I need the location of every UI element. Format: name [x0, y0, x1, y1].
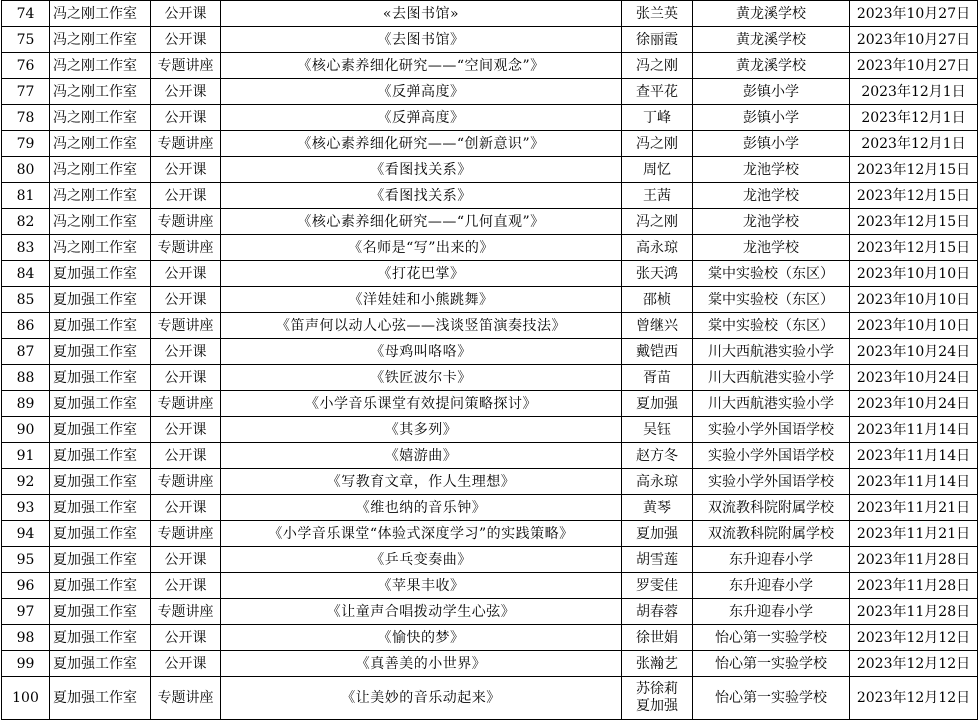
activity-type-cell: 公开课 [151, 183, 221, 209]
presenter-cell: 丁峰 [622, 105, 693, 131]
activity-title-cell: 《写教育文章，作人生理想》 [221, 469, 622, 495]
school-cell: 棠中实验校（东区） [693, 261, 850, 287]
activity-type-cell: 公开课 [151, 261, 221, 287]
activity-type-cell: 公开课 [151, 651, 221, 677]
activity-type-cell: 专题讲座 [151, 391, 221, 417]
school-cell: 东升迎春小学 [693, 573, 850, 599]
activity-title-cell: 《洋娃娃和小熊跳舞》 [221, 287, 622, 313]
row-number: 98 [2, 625, 50, 651]
activity-title-cell: 《母鸡叫咯咯》 [221, 339, 622, 365]
presenter-cell: 周忆 [622, 157, 693, 183]
activity-title-cell: 《苹果丰收》 [221, 573, 622, 599]
row-number: 97 [2, 599, 50, 625]
activity-type-cell: 公开课 [151, 339, 221, 365]
activity-title-cell: 《看图找关系》 [221, 157, 622, 183]
activity-type-cell: 公开课 [151, 1, 221, 27]
presenter-cell: 徐丽霞 [622, 27, 693, 53]
activity-type-cell: 专题讲座 [151, 469, 221, 495]
school-cell: 龙池学校 [693, 235, 850, 261]
presenter-cell: 查平花 [622, 79, 693, 105]
row-number: 89 [2, 391, 50, 417]
table-row [2, 677, 978, 720]
date-cell: 2023年10月10日 [850, 313, 978, 339]
table-row [2, 391, 978, 417]
school-cell: 黄龙溪学校 [693, 27, 850, 53]
date-cell: 2023年10月10日 [850, 287, 978, 313]
table-row [2, 53, 978, 79]
date-cell: 2023年11月28日 [850, 573, 978, 599]
studio-cell: 冯之刚工作室 [50, 1, 151, 27]
studio-cell: 夏加强工作室 [50, 521, 151, 547]
activity-title-cell: 《铁匠波尔卡》 [221, 365, 622, 391]
presenter-cell: 冯之刚 [622, 53, 693, 79]
table-row [2, 469, 978, 495]
date-cell: 2023年12月15日 [850, 235, 978, 261]
activity-title-cell: 《让美妙的音乐动起来》 [221, 677, 622, 720]
row-number: 87 [2, 339, 50, 365]
presenter-cell: 黄琴 [622, 495, 693, 521]
studio-cell: 冯之刚工作室 [50, 157, 151, 183]
school-cell: 实验小学外国语学校 [693, 443, 850, 469]
activity-title-cell: 《维也纳的音乐钟》 [221, 495, 622, 521]
activity-table [1, 0, 978, 720]
studio-cell: 夏加强工作室 [50, 261, 151, 287]
date-cell: 2023年12月12日 [850, 625, 978, 651]
studio-cell: 夏加强工作室 [50, 599, 151, 625]
activity-type-cell: 专题讲座 [151, 53, 221, 79]
table-row [2, 313, 978, 339]
table-row [2, 261, 978, 287]
activity-title-cell: 《核心素养细化研究——“创新意识”》 [221, 131, 622, 157]
school-cell: 双流教科院附属学校 [693, 495, 850, 521]
presenter-cell: 张天鸿 [622, 261, 693, 287]
activity-type-cell: 公开课 [151, 157, 221, 183]
row-number: 76 [2, 53, 50, 79]
activity-title-cell: 《愉快的梦》 [221, 625, 622, 651]
school-cell: 黄龙溪学校 [693, 53, 850, 79]
date-cell: 2023年10月24日 [850, 365, 978, 391]
date-cell: 2023年12月15日 [850, 183, 978, 209]
date-cell: 2023年11月21日 [850, 521, 978, 547]
presenter-cell: 徐世娟 [622, 625, 693, 651]
date-cell: 2023年12月1日 [850, 105, 978, 131]
table-row [2, 287, 978, 313]
row-number: 93 [2, 495, 50, 521]
activity-title-cell: «去图书馆» [221, 1, 622, 27]
school-cell: 棠中实验校（东区） [693, 287, 850, 313]
studio-cell: 冯之刚工作室 [50, 105, 151, 131]
row-number: 82 [2, 209, 50, 235]
date-cell: 2023年11月14日 [850, 417, 978, 443]
activity-type-cell: 专题讲座 [151, 235, 221, 261]
row-number: 95 [2, 547, 50, 573]
activity-type-cell: 公开课 [151, 625, 221, 651]
activity-title-cell: 《让童声合唱拨动学生心弦》 [221, 599, 622, 625]
date-cell: 2023年12月1日 [850, 79, 978, 105]
activity-type-cell: 专题讲座 [151, 677, 221, 720]
date-cell: 2023年11月28日 [850, 547, 978, 573]
studio-cell: 夏加强工作室 [50, 287, 151, 313]
row-number: 99 [2, 651, 50, 677]
table-row [2, 339, 978, 365]
activity-title-cell: 《核心素养细化研究——“空间观念”》 [221, 53, 622, 79]
row-number: 94 [2, 521, 50, 547]
presenter-cell: 曾继兴 [622, 313, 693, 339]
presenter-cell: 张兰英 [622, 1, 693, 27]
table-row [2, 573, 978, 599]
presenter-cell: 胡春蓉 [622, 599, 693, 625]
presenter-cell: 高永琼 [622, 469, 693, 495]
activity-title-cell: 《核心素养细化研究——“几何直观”》 [221, 209, 622, 235]
school-cell: 川大西航港实验小学 [693, 365, 850, 391]
presenter-cell: 夏加强 [622, 391, 693, 417]
activity-type-cell: 公开课 [151, 79, 221, 105]
row-number: 96 [2, 573, 50, 599]
row-number: 100 [2, 677, 50, 720]
table-row [2, 131, 978, 157]
presenter-cell: 冯之刚 [622, 209, 693, 235]
presenter-cell: 胡雪莲 [622, 547, 693, 573]
table-row [2, 495, 978, 521]
presenter-cell: 邵桢 [622, 287, 693, 313]
table-row [2, 547, 978, 573]
school-cell: 东升迎春小学 [693, 547, 850, 573]
studio-cell: 夏加强工作室 [50, 573, 151, 599]
school-cell: 双流教科院附属学校 [693, 521, 850, 547]
row-number: 77 [2, 79, 50, 105]
date-cell: 2023年12月12日 [850, 651, 978, 677]
activity-type-cell: 公开课 [151, 365, 221, 391]
studio-cell: 冯之刚工作室 [50, 183, 151, 209]
date-cell: 2023年11月14日 [850, 469, 978, 495]
presenter-cell: 高永琼 [622, 235, 693, 261]
school-cell: 怡心第一实验学校 [693, 651, 850, 677]
presenter-cell: 王茜 [622, 183, 693, 209]
table-row [2, 521, 978, 547]
presenter-cell: 胥苗 [622, 365, 693, 391]
row-number: 80 [2, 157, 50, 183]
presenter-cell: 冯之刚 [622, 131, 693, 157]
table-body [2, 1, 978, 720]
date-cell: 2023年10月10日 [850, 261, 978, 287]
activity-type-cell: 公开课 [151, 443, 221, 469]
date-cell: 2023年10月27日 [850, 1, 978, 27]
activity-type-cell: 公开课 [151, 105, 221, 131]
date-cell: 2023年12月15日 [850, 209, 978, 235]
row-number: 90 [2, 417, 50, 443]
date-cell: 2023年12月1日 [850, 131, 978, 157]
studio-cell: 冯之刚工作室 [50, 79, 151, 105]
activity-title-cell: 《看图找关系》 [221, 183, 622, 209]
date-cell: 2023年11月21日 [850, 495, 978, 521]
table-row [2, 105, 978, 131]
activity-title-cell: 《反弹高度》 [221, 105, 622, 131]
row-number: 91 [2, 443, 50, 469]
activity-title-cell: 《反弹高度》 [221, 79, 622, 105]
activity-title-cell: 《去图书馆》 [221, 27, 622, 53]
studio-cell: 冯之刚工作室 [50, 53, 151, 79]
school-cell: 怡心第一实验学校 [693, 677, 850, 720]
studio-cell: 夏加强工作室 [50, 365, 151, 391]
school-cell: 黄龙溪学校 [693, 1, 850, 27]
table-row [2, 417, 978, 443]
school-cell: 川大西航港实验小学 [693, 339, 850, 365]
studio-cell: 夏加强工作室 [50, 547, 151, 573]
presenter-cell: 张瀚艺 [622, 651, 693, 677]
row-number: 88 [2, 365, 50, 391]
table-row [2, 235, 978, 261]
row-number: 85 [2, 287, 50, 313]
date-cell: 2023年10月24日 [850, 391, 978, 417]
studio-cell: 冯之刚工作室 [50, 209, 151, 235]
row-number: 81 [2, 183, 50, 209]
date-cell: 2023年12月15日 [850, 157, 978, 183]
activity-title-cell: 《打花巴掌》 [221, 261, 622, 287]
presenter-cell: 吴钰 [622, 417, 693, 443]
date-cell: 2023年10月27日 [850, 53, 978, 79]
table-row [2, 79, 978, 105]
table-row [2, 157, 978, 183]
school-cell: 实验小学外国语学校 [693, 417, 850, 443]
studio-cell: 夏加强工作室 [50, 443, 151, 469]
school-cell: 实验小学外国语学校 [693, 469, 850, 495]
date-cell: 2023年10月24日 [850, 339, 978, 365]
presenter-cell: 罗雯佳 [622, 573, 693, 599]
school-cell: 东升迎春小学 [693, 599, 850, 625]
activity-type-cell: 公开课 [151, 547, 221, 573]
date-cell: 2023年11月28日 [850, 599, 978, 625]
school-cell: 龙池学校 [693, 183, 850, 209]
date-cell: 2023年10月27日 [850, 27, 978, 53]
studio-cell: 冯之刚工作室 [50, 27, 151, 53]
table-row [2, 443, 978, 469]
studio-cell: 夏加强工作室 [50, 469, 151, 495]
school-cell: 彭镇小学 [693, 105, 850, 131]
studio-cell: 冯之刚工作室 [50, 131, 151, 157]
activity-type-cell: 专题讲座 [151, 131, 221, 157]
row-number: 92 [2, 469, 50, 495]
activity-type-cell: 专题讲座 [151, 599, 221, 625]
table-row [2, 27, 978, 53]
row-number: 84 [2, 261, 50, 287]
studio-cell: 夏加强工作室 [50, 677, 151, 720]
presenter-line: 夏加强 [636, 698, 678, 714]
presenter-cell: 赵方冬 [622, 443, 693, 469]
table-row [2, 183, 978, 209]
school-cell: 怡心第一实验学校 [693, 625, 850, 651]
table-row [2, 365, 978, 391]
presenter-cell: 夏加强 [622, 521, 693, 547]
school-cell: 彭镇小学 [693, 79, 850, 105]
school-cell: 川大西航港实验小学 [693, 391, 850, 417]
table-row [2, 625, 978, 651]
activity-type-cell: 公开课 [151, 287, 221, 313]
date-cell: 2023年11月14日 [850, 443, 978, 469]
row-number: 86 [2, 313, 50, 339]
table-row [2, 599, 978, 625]
activity-type-cell: 公开课 [151, 417, 221, 443]
activity-title-cell: 《名师是“写”出来的》 [221, 235, 622, 261]
studio-cell: 夏加强工作室 [50, 417, 151, 443]
activity-type-cell: 公开课 [151, 573, 221, 599]
school-cell: 棠中实验校（东区） [693, 313, 850, 339]
studio-cell: 夏加强工作室 [50, 339, 151, 365]
row-number: 75 [2, 27, 50, 53]
studio-cell: 夏加强工作室 [50, 313, 151, 339]
school-cell: 彭镇小学 [693, 131, 850, 157]
table-row [2, 651, 978, 677]
studio-cell: 夏加强工作室 [50, 391, 151, 417]
school-cell: 龙池学校 [693, 157, 850, 183]
row-number: 83 [2, 235, 50, 261]
studio-cell: 夏加强工作室 [50, 651, 151, 677]
activity-title-cell: 《小学音乐课堂有效提问策略探讨》 [221, 391, 622, 417]
activity-title-cell: 《其多列》 [221, 417, 622, 443]
row-number: 74 [2, 1, 50, 27]
presenter-cell: 戴铠西 [622, 339, 693, 365]
studio-cell: 夏加强工作室 [50, 495, 151, 521]
school-cell: 龙池学校 [693, 209, 850, 235]
presenter-line: 苏徐莉 [636, 681, 678, 697]
table-row [2, 209, 978, 235]
activity-type-cell: 专题讲座 [151, 209, 221, 235]
activity-title-cell: 《真善美的小世界》 [221, 651, 622, 677]
studio-cell: 夏加强工作室 [50, 625, 151, 651]
presenter-cell [622, 677, 693, 720]
activity-title-cell: 《小学音乐课堂“体验式深度学习”的实践策略》 [221, 521, 622, 547]
row-number: 78 [2, 105, 50, 131]
row-number: 79 [2, 131, 50, 157]
date-cell: 2023年12月12日 [850, 677, 978, 720]
table-row [2, 1, 978, 27]
activity-title-cell: 《笛声何以动人心弦——浅谈竖笛演奏技法》 [221, 313, 622, 339]
activity-title-cell: 《乒乓变奏曲》 [221, 547, 622, 573]
activity-type-cell: 公开课 [151, 27, 221, 53]
activity-title-cell: 《嬉游曲》 [221, 443, 622, 469]
activity-type-cell: 公开课 [151, 495, 221, 521]
activity-type-cell: 专题讲座 [151, 521, 221, 547]
activity-type-cell: 专题讲座 [151, 313, 221, 339]
studio-cell: 冯之刚工作室 [50, 235, 151, 261]
